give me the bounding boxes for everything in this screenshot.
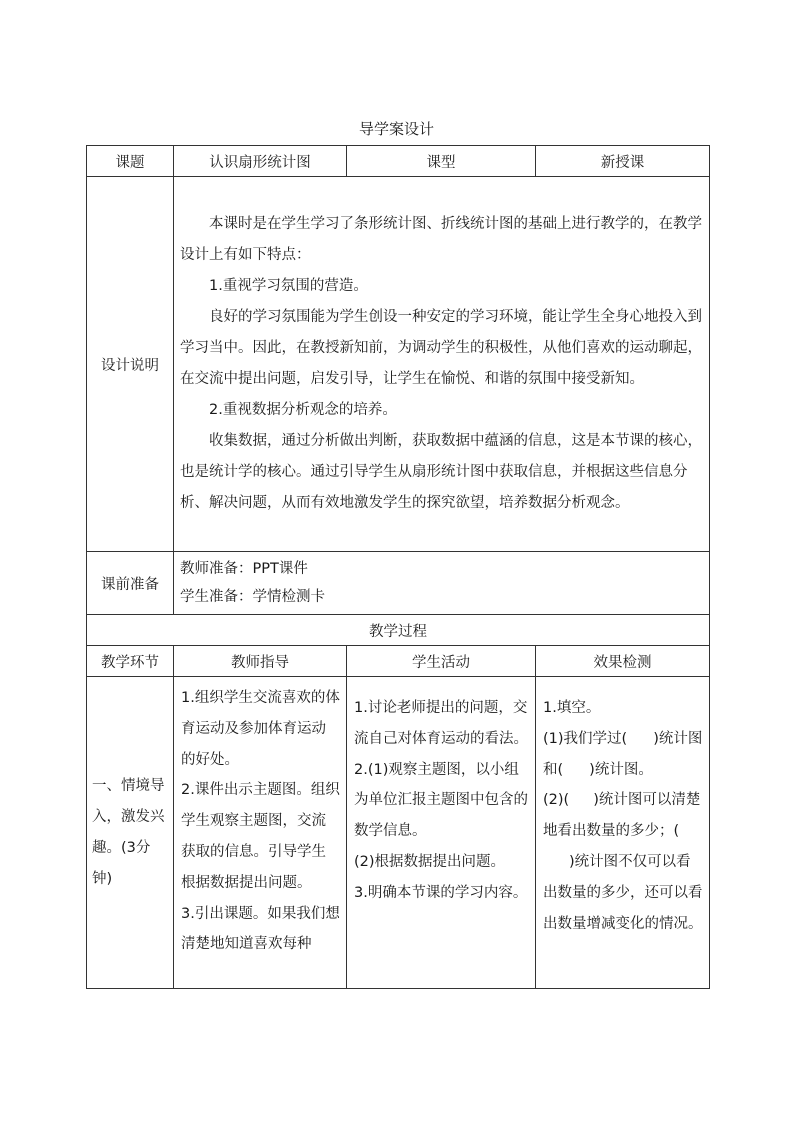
q2-part-a: (2)(	[543, 792, 570, 809]
prep-content	[174, 552, 710, 615]
design-content	[174, 177, 710, 552]
design-paragraph: 本课时是在学生学习了条形统计图、折线统计图的基础上进行教学的，在教学设计上有如下特点：	[180, 216, 702, 263]
column-teacher: 教师指导	[174, 646, 347, 677]
process-heading: 教学过程	[87, 615, 710, 646]
student-activity	[347, 677, 536, 989]
teacher-guidance	[174, 677, 347, 989]
design-row	[87, 177, 710, 552]
activity-item: (2)根据数据提出问题。	[354, 853, 506, 870]
activity-item: 3.明确本节课的学习内容。	[354, 884, 528, 901]
guidance-item: 3.引出课题。如果我们想清楚地知道喜欢每种	[181, 905, 340, 953]
guidance-item: 1.组织学生交流喜欢的体育运动及参加体育运动的好处。	[181, 690, 340, 768]
guidance-item: 2.课件出示主题图。组织学生观察主题图，交流获取的信息。引导学生根据数据提出问题。	[181, 782, 340, 891]
design-label: 设计说明	[87, 177, 174, 552]
design-paragraph: 收集数据，通过分析做出判断，获取数据中蕴涵的信息，这是本节课的核心，也是统计学的核心。通过引导学生从扇形统计图中获取信息，并根据这些信息分析、解决问题，从而有效地激发学生的探究欲望，培养数据分析观念。	[180, 433, 702, 511]
q1-part-c: )统计图。	[589, 761, 653, 778]
q2-part-c: )统计图不仅可以看出数量的多少，还可以看出数量增减变化的情况。	[543, 853, 703, 932]
design-point-heading: 2.重视数据分析观念的培养。	[209, 402, 397, 418]
student-prep: 学生准备：学情检测卡	[180, 589, 325, 605]
design-point-heading: 1.重视学习氛围的营造。	[209, 278, 368, 294]
teacher-prep: 教师准备：PPT课件	[180, 561, 308, 577]
q2-part-b: )统计图可以清楚地看出数量的多少；(	[543, 792, 701, 840]
activity-item: 1.讨论老师提出的问题，交流自己对体育运动的看法。	[354, 700, 528, 747]
subject-value: 认识扇形统计图	[174, 146, 347, 177]
activity-item: 2.(1)观察主题图，以小组为单位汇报主题图中包含的数学信息。	[354, 761, 528, 840]
document-title: 导学案设计	[358, 120, 434, 138]
type-value: 新授课	[536, 146, 710, 177]
column-check: 效果检测	[536, 646, 710, 677]
effect-check	[536, 677, 710, 989]
design-paragraph: 良好的学习氛围能为学生创设一种安定的学习环境，能让学生全身心地投入到学习当中。因此，在教授新知前，为调动学生的积极性，从他们喜欢的运动聊起，在交流中提出问题，启发引导，让学生在愉悦、和谐的氛围中接受新知。	[180, 309, 702, 387]
type-label: 课型	[347, 146, 536, 177]
lesson-plan-table	[86, 145, 710, 989]
q1-part-b: )统计图和(	[543, 730, 703, 778]
column-student: 学生活动	[347, 646, 536, 677]
prep-row	[87, 552, 710, 615]
process-columns-row	[87, 646, 710, 677]
check-heading: 1.填空。	[543, 700, 601, 716]
process-heading-row	[87, 615, 710, 646]
check-question-1	[543, 724, 703, 786]
subject-label: 课题	[87, 146, 174, 177]
check-question-2	[543, 785, 703, 939]
prep-label: 课前准备	[87, 552, 174, 615]
header-row	[87, 146, 710, 177]
q1-part-a: (1)我们学过(	[543, 730, 628, 747]
stage-name: 一、情境导入，激发兴趣。(3分钟)	[87, 677, 174, 989]
column-stage: 教学环节	[87, 646, 174, 677]
stage-row	[87, 677, 710, 989]
